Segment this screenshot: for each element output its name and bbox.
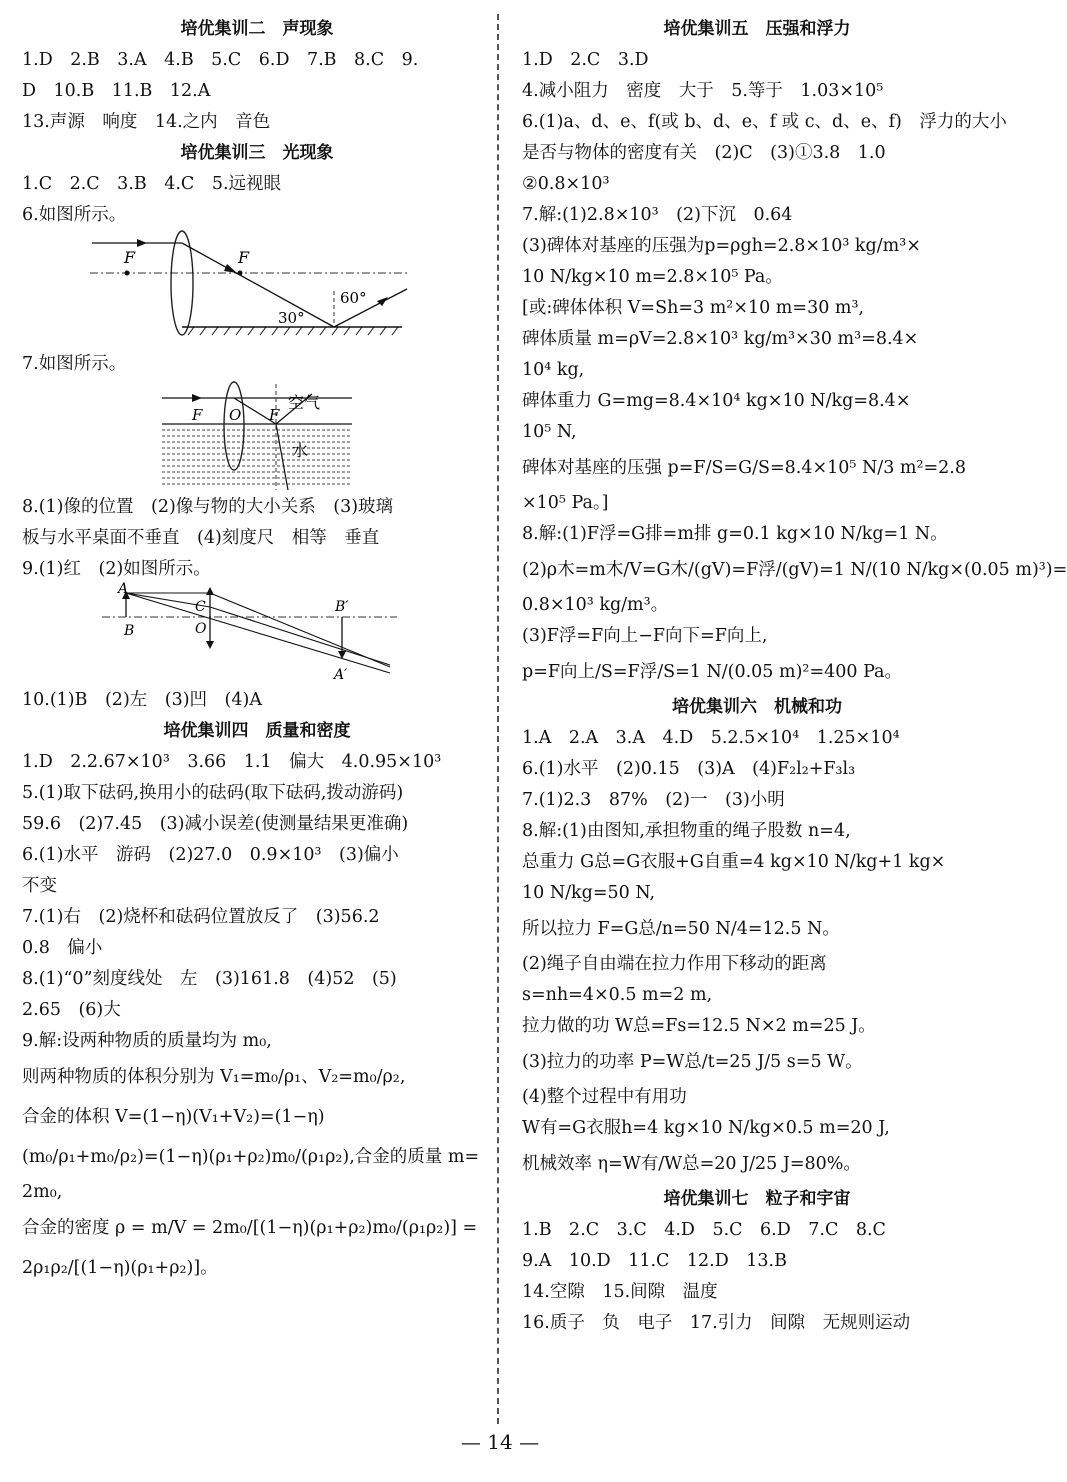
water-label: 水 [292, 441, 309, 460]
answer-line: 8.(1)像的位置 (2)像与物的大小关系 (3)玻璃 [22, 497, 394, 517]
answer-line: 1.D 2.C 3.D [522, 50, 649, 70]
answer-line: D 10.B 11.B 12.A [22, 81, 211, 101]
formula-line: (3)拉力的功率 P=W总/t=25 J/5 s=5 W。 [522, 1052, 863, 1072]
answer-line: (3)F浮=F向上−F向下=F向上, [522, 626, 768, 646]
answer-line: ②0.8×10³ [522, 174, 610, 194]
answer-line: 10⁴ kg, [522, 360, 585, 380]
answer-line: 2.65 (6)大 [22, 1000, 121, 1020]
answer-line: 板与水平桌面不垂直 (4)刻度尺 相等 垂直 [22, 528, 380, 548]
answer-line: 1.D 2.2.67×10³ 3.66 1.1 偏大 4.0.95×10³ [22, 752, 442, 772]
object-top-label: A [118, 581, 129, 597]
answer-line: 9.A 10.D 11.C 12.D 13.B [522, 1251, 787, 1271]
section-title-t6: 培优集训六 机械和功 [672, 697, 842, 717]
answer-line: 8.(1)“0”刻度线处 左 (3)161.8 (4)52 (5) [22, 969, 397, 989]
answer-line: 8.解:(1)F浮=G排=m排 g=0.1 kg×10 N/kg=1 N。 [522, 524, 948, 544]
answer-line: 6.(1)水平 游码 (2)27.0 0.9×10³ (3)偏小 [22, 845, 399, 865]
formula-line: (2)ρ木=m木/V=G木/(gV)=F浮/(gV)=1 N/(10 N/kg×(0.05 m)³)= [522, 560, 1067, 580]
optical-center-label: O [195, 621, 207, 637]
answer-line: 1.B 2.C 3.C 4.D 5.C 6.D 7.C 8.C [522, 1220, 886, 1240]
answer-line: 59.6 (2)7.45 (3)减小误差(使测量结果更准确) [22, 814, 409, 834]
page-number: — 14 — [460, 1430, 540, 1454]
optical-center-label: O [229, 406, 242, 424]
answer-line: (4)整个过程中有用功 [522, 1087, 687, 1107]
object-bottom-label: B [124, 623, 135, 639]
column-divider [497, 14, 499, 1424]
image-b-label: B′ [335, 599, 349, 615]
air-label: 空气 [288, 393, 321, 412]
answer-line: 13.声源 响度 14.之内 音色 [22, 112, 271, 132]
answer-line: 总重力 G总=G衣服+G自重=4 kg×10 N/kg+1 kg× [522, 852, 946, 872]
answer-line: 7.(1)右 (2)烧杯和砝码位置放反了 (3)56.2 [22, 907, 380, 927]
angle-label: 30° [278, 309, 305, 327]
formula-line: 所以拉力 F=G总/n=50 N/4=12.5 N。 [522, 919, 840, 939]
answer-line: 9.解:设两种物质的质量均为 m₀, [22, 1031, 272, 1051]
formula-line: 合金的体积 V=(1−η)(V₁+V₂)=(1−η) [22, 1107, 325, 1127]
answer-line: (2)绳子自由端在拉力作用下移动的距离 [522, 954, 827, 974]
answer-line: 碑体质量 m=ρV=2.8×10³ kg/m³×30 m³=8.4× [522, 329, 919, 349]
formula-line: 机械效率 η=W有/W总=20 J/25 J=80%。 [522, 1154, 861, 1174]
answer-line: 10 N/kg×10 m=2.8×10⁵ Pa。 [522, 267, 783, 287]
section-title-t7: 培优集训七 粒子和宇宙 [663, 1189, 851, 1209]
answer-line: 16.质子 负 电子 17.引力 间隙 无规则运动 [522, 1313, 911, 1333]
right-column [522, 14, 1067, 1339]
formula-line: 2ρ₁ρ₂/[(1−η)(ρ₁+ρ₂)]。 [22, 1258, 218, 1278]
section-title-t4: 培优集训四 质量和密度 [163, 721, 351, 741]
answer-line: s=nh=4×0.5 m=2 m, [522, 985, 713, 1005]
lens-imaging-diagram [22, 581, 492, 685]
answer-line: 10.(1)B (2)左 (3)凹 (4)A [22, 690, 262, 710]
lens-reflection-diagram [22, 231, 492, 349]
answer-line: 6.(1)水平 (2)0.15 (3)A (4)F₂l₂+F₃l₃ [522, 759, 856, 779]
formula-line: p=F向上/S=F浮/S=1 N/(0.05 m)²=400 Pa。 [522, 662, 902, 682]
section-title-t3: 培优集训三 光现象 [180, 143, 334, 163]
answer-line: 0.8×10³ kg/m³。 [522, 595, 669, 615]
answer-line: 0.8 偏小 [22, 938, 103, 958]
answer-line: 不变 [22, 876, 57, 896]
point-c-label: C [195, 599, 206, 615]
answer-line: 10⁵ N, [522, 422, 577, 442]
angle-label: 60° [340, 289, 367, 307]
answer-line: 8.解:(1)由图知,承担物重的绳子股数 n=4, [522, 821, 851, 841]
answer-line: 1.A 2.A 3.A 4.D 5.2.5×10⁴ 1.25×10⁴ [522, 728, 900, 748]
answer-line: 4.减小阻力 密度 大于 5.等于 1.03×10⁵ [522, 81, 884, 101]
answer-line: 6.(1)a、d、e、f(或 b、d、e、f 或 c、d、e、f) 浮力的大小 [522, 112, 1007, 132]
answer-line: 5.(1)取下砝码,换用小的砝码(取下砝码,拨动游码) [22, 783, 404, 803]
formula-line: 合金的密度 ρ = m/V = 2m₀/[(1−η)(ρ₁+ρ₂)m₀/(ρ₁ρ₂)] = [22, 1218, 478, 1238]
answer-line: 7.(1)2.3 87% (2)一 (3)小明 [522, 790, 785, 810]
answer-line: 9.(1)红 (2)如图所示。 [22, 559, 211, 579]
answer-line: ×10⁵ Pa。] [522, 493, 609, 513]
section-title-t2: 培优集训二 声现象 [180, 19, 334, 39]
answer-line: 10 N/kg=50 N, [522, 883, 656, 903]
focus-label: F [192, 406, 203, 424]
focus-label: F [124, 248, 136, 267]
image-a-label: A′ [334, 667, 348, 683]
left-column [22, 14, 492, 1288]
focus-label: F [269, 406, 280, 424]
answer-line: 1.C 2.C 3.B 4.C 5.远视眼 [22, 174, 282, 194]
answer-line: 碑体重力 G=mg=8.4×10⁴ kg×10 N/kg=8.4× [522, 391, 911, 411]
answer-line: 是否与物体的密度有关 (2)C (3)①3.8 1.0 [522, 143, 886, 163]
answer-line: 7.如图所示。 [22, 354, 127, 374]
formula-line: 则两种物质的体积分别为 V₁=m₀/ρ₁、V₂=m₀/ρ₂, [22, 1067, 406, 1087]
section-title-t5: 培优集训五 压强和浮力 [663, 19, 851, 39]
formula-line: 2m₀, [22, 1182, 63, 1202]
answer-line: (3)碑体对基座的压强为p=ρgh=2.8×10³ kg/m³× [522, 236, 921, 256]
answer-line: W有=G衣服h=4 kg×10 N/kg×0.5 m=20 J, [522, 1118, 890, 1138]
answer-line: 拉力做的功 W总=Fs=12.5 N×2 m=25 J。 [522, 1016, 876, 1036]
answer-line: [或:碑体体积 V=Sh=3 m²×10 m=30 m³, [522, 298, 865, 318]
answer-line: 14.空隙 15.间隙 温度 [522, 1282, 718, 1302]
lens-refraction-water-diagram [22, 380, 492, 492]
formula-line: 碑体对基座的压强 p=F/S=G/S=8.4×10⁵ N/3 m²=2.8 [522, 458, 966, 478]
answer-line: 7.解:(1)2.8×10³ (2)下沉 0.64 [522, 205, 793, 225]
answer-line: 6.如图所示。 [22, 205, 127, 225]
focus-label: F [238, 248, 250, 267]
formula-line: (m₀/ρ₁+m₀/ρ₂)=(1−η)(ρ₁+ρ₂)m₀/(ρ₁ρ₂),合金的质量 m= [22, 1147, 480, 1167]
answer-line: 1.D 2.B 3.A 4.B 5.C 6.D 7.B 8.C 9. [22, 50, 419, 70]
